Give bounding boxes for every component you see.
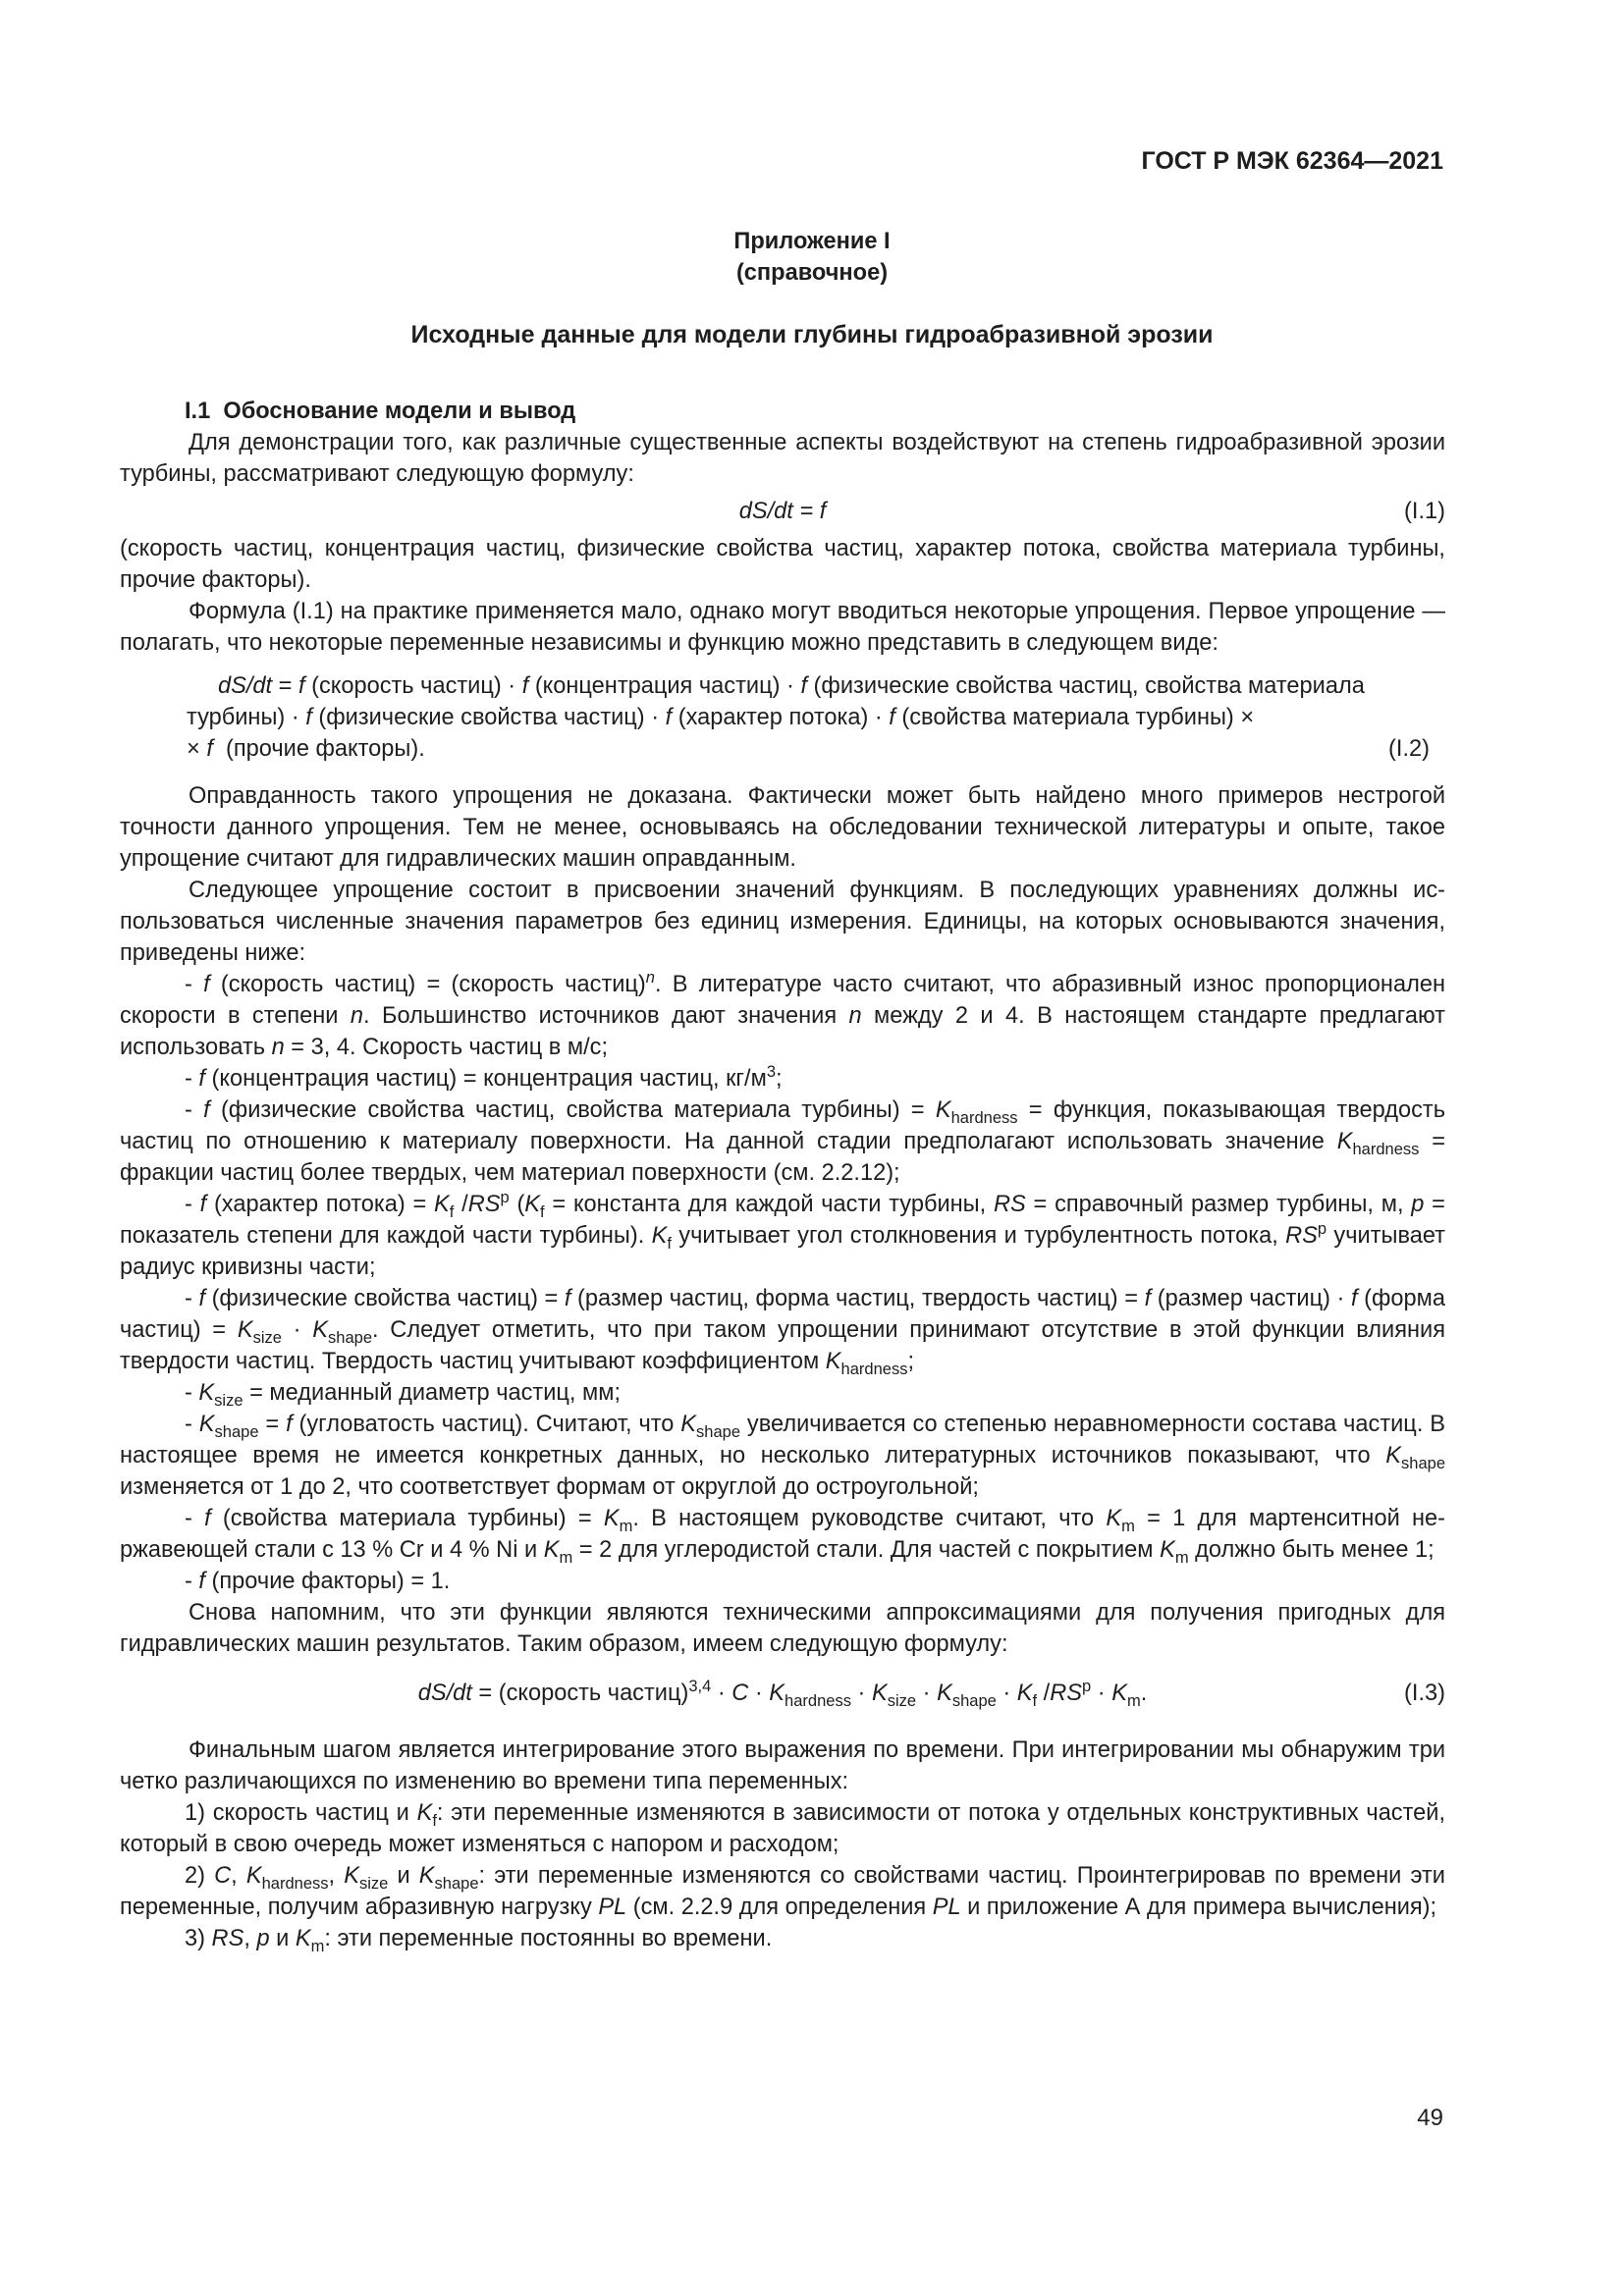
paragraph-reminder: Снова напомним, что эти функции являются техническими аппроксимациями для получения пригодных для гидравлических машин результатов. Таким образом, имеем следующую формулу:: [120, 1600, 1445, 1657]
page-number: 49: [1417, 2105, 1443, 2131]
list-item: - f (прочие факторы) = 1.: [185, 1569, 451, 1594]
equation-3-text: dS/dt = (скорость частиц)$^{3,4}$ · $C \cdot K_{hardness} \cdot K_{size} \cdot K_{shape} \cdot K_f$ $/RS^p \cdot K_m$.: [417, 1676, 1148, 1710]
list-item: 1) скорость частиц и $K_f$: эти переменные изменяются в зависимости от потока у отдельных конструктивных частей, который в свою очередь может изменяться с напором и расходом;: [120, 1800, 1446, 1857]
equation-2: [120, 670, 1445, 765]
appendix-title: Исходные данные для модели глубины гидроабразивной эрозии: [410, 321, 1214, 348]
paragraph-simplification-2: Следующее упрощение состоит в присвоении значений функциям. В последующих уравнениях должны использоваться численные значения параметров без единиц измерения. Единицы, на которых основываются значения, приведены ниже:: [120, 878, 1445, 966]
equation-2-text: dS/dt = f (скорость частиц) · f (концентрация частиц) · f (физические свойства частиц, свойства материала турбины) · f (физические свойства частиц) · f (характер потока) · f (свойства материала турбины) × × f (прочие факторы).: [187, 673, 1365, 762]
equation-2-number: (I.2): [1388, 736, 1430, 762]
appendix-type: (справочное): [735, 260, 889, 286]
equation-1-number: (I.1): [1404, 499, 1445, 524]
equation-1: [120, 496, 1445, 527]
equation-3-number: (I.3): [1404, 1681, 1445, 1706]
list-item: - $K_{size}$ = медианный диаметр частиц, мм;: [185, 1380, 622, 1410]
section-title: Обоснование модели и вывод: [223, 399, 576, 424]
list-item: 3) RS, p и $K_m$: эти переменные постоянны во времени.: [185, 1926, 773, 1955]
list-item: - f (физические свойства частиц) = f (размер частиц, форма частиц, твердость частиц) = f (размер частиц) · f (форма частиц) = $K_{size} \cdot K_{shape}$. Следует отметить, что при таком упрощении принимают отсутствие в этой функции влияния твердости частиц. Твердость частиц учитывают коэффициентом $K_{hardness}$;: [120, 1286, 1445, 1378]
appendix-heading: [0, 226, 1624, 289]
list-item: - f (концентрация частиц) = концентрация частиц, $кг/м^3$;: [185, 1061, 783, 1092]
equation-1-text: dS/dt = f: [738, 499, 827, 524]
list-item: - f (скорость частиц) = (скорость частиц)$^n$. В литературе часто считают, что абразивный износ пропорционален скорости в степени n. Большинство источников дают значения n между 2 и 4. В настоящем стандарте предлагают использовать n = 3, 4. Скорость частиц в м/с;: [120, 967, 1445, 1060]
section-number: I.1: [185, 399, 211, 424]
appendix-name: Приложение I: [733, 229, 891, 254]
equation-3: [120, 1678, 1445, 1709]
list-item: - f (характер потока) = $K_f$ $/RS^p$ ($K_f$ = константа для каждой части турбины, RS = справочный размер турбины, м, p = показатель степени для каждой части турбины). $K_f$ учитывает угол столкновения и турбулентность потока, $RS^p$ учитывает радиус кривизны части;: [120, 1187, 1445, 1280]
paragraph-justification: Оправданность такого упрощения не доказана. Фактически может быть найдено много примеров нестрогой точности данного упрощения. Тем не менее, основываясь на обследовании технической литературы и опыте, такое упрощение считают для гидравлических машин оправданным.: [120, 783, 1445, 872]
list-item: - f (физические свойства частиц, свойства материала турбины) = $K_{hardness}$ = функция, показывающая твердость частиц по отношению к материалу поверхности. На данной стадии предполагают использовать значение $K_{hardness}$ = фракции частиц более твердых, чем материал поверхности (см. 2.2.12);: [120, 1097, 1445, 1186]
list-item: 2) C, $K_{hardness}$, $K_{size}$ и $K_{shape}$: эти переменные изменяются со свойствами частиц. Проинтегрировав по времени эти переменные, получим абразивную нагрузку PL (см. 2.2.9 для определения PL и приложение А для примера вычисления);: [120, 1863, 1445, 1920]
paragraph-intro: Для демонстрации того, как различные существенные аспекты воздействуют на степень гидроабразивной эрозии турбины, рассматривают следующую формулу:: [120, 430, 1445, 487]
paragraph-final: Финальным шагом является интегрирование этого выражения по времени. При интегрировании мы обнаружим три четко различающихся по изменению во времени типа переменных:: [120, 1737, 1445, 1794]
list-item: - $K_{shape} = f$ (угловатость частиц). Считают, что $K_{shape}$ увеличивается со степенью неравномерности состава частиц. В настоящее время не имеется конкретных данных, но несколько литературных источников показывают, что $K_{shape}$ изменяется от 1 до 2, что соответствует формам от округлой до остроугольной;: [120, 1412, 1445, 1500]
paragraph-simplification-1: Формула (I.1) на практике применяется мало, однако могут вводиться некоторые упрощения. Первое упрощение — полагать, что некоторые переменные независимы и функцию можно представить в следующем виде:: [120, 599, 1445, 656]
list-item: - f (свойства материала турбины) = $K_m$. В настоящем руководстве считают, что $K_m = 1$ для мартенситной нержавеющей стали с 13 % Cr и 4 % Ni и $K_m = 2$ для углеродистой стали. Для частей с покрытием $K_m$ должно быть менее 1;: [120, 1506, 1445, 1567]
paragraph-after-eq1: (скорость частиц, концентрация частиц, физические свойства частиц, характер потока, свойства материала турбины, прочие факторы).: [120, 536, 1445, 593]
standard-header: ГОСТ Р МЭК 62364—2021: [1141, 147, 1443, 175]
section-heading: [185, 396, 1445, 427]
document-body: [120, 396, 1445, 1954]
